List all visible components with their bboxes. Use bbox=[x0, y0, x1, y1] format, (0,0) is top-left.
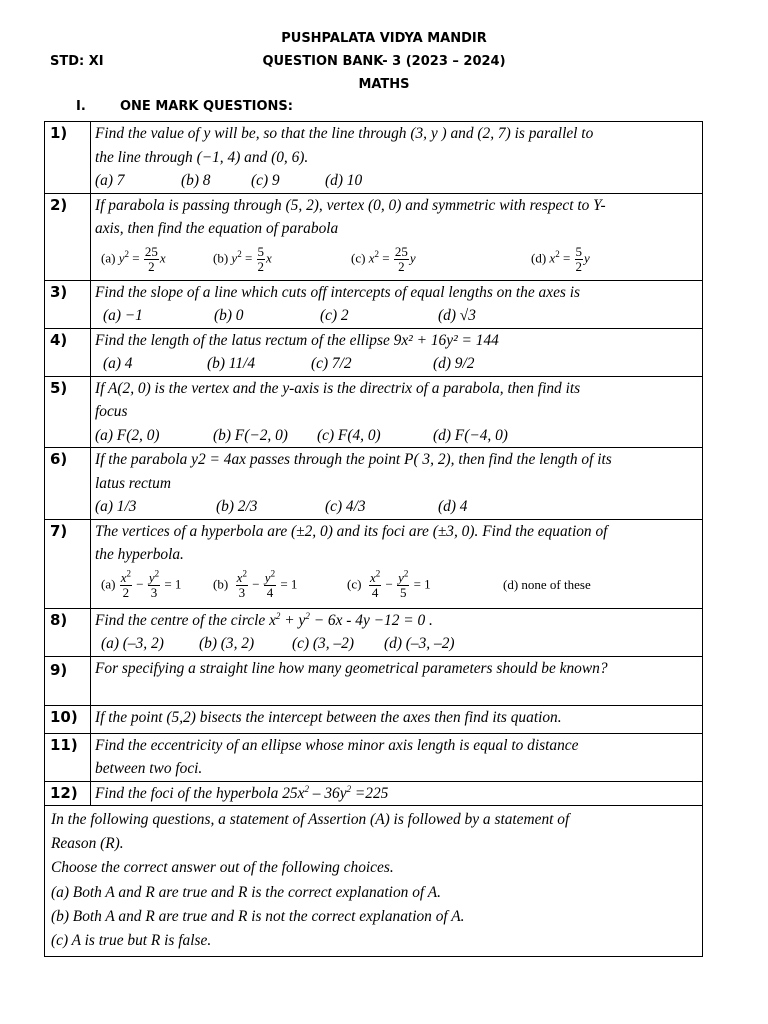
option-c: (c) 9 bbox=[251, 172, 280, 189]
assertion-reason-instructions bbox=[45, 806, 703, 957]
question-number: 7) bbox=[45, 519, 91, 608]
question-line: For specifying a straight line how many geometrical parameters should be known? bbox=[95, 659, 608, 677]
question-bank-title: QUESTION BANK- 3 (2023 – 2024) bbox=[262, 54, 506, 69]
options bbox=[95, 495, 698, 519]
question-line: latus rectum bbox=[95, 474, 171, 492]
question-number: 1) bbox=[45, 122, 91, 194]
question-line: Find the value of y will be, so that the line through (3, y ) and (2, 7) is parallel to bbox=[95, 125, 594, 142]
question-number: 10) bbox=[45, 705, 91, 733]
question-line: The vertices of a hyperbola are (±2, 0) and its foci are (±3, 0). Find the equation of bbox=[95, 522, 608, 540]
questions-table bbox=[44, 121, 703, 957]
option-d: (d) 4 bbox=[438, 498, 468, 515]
question-line: between two foci. bbox=[95, 760, 203, 777]
option-c: (c) 4/3 bbox=[325, 498, 366, 515]
question-number: 6) bbox=[45, 448, 91, 520]
options bbox=[95, 352, 698, 376]
question-row bbox=[45, 781, 703, 806]
question-row bbox=[45, 193, 703, 280]
question-text bbox=[91, 280, 703, 328]
instruction-line: In the following questions, a statement of Assertion (A) is followed by a statement of bbox=[51, 811, 570, 828]
options bbox=[95, 632, 698, 656]
choice-a: (a) Both A and R are true and R is the correct explanation of A. bbox=[51, 883, 441, 901]
question-row bbox=[45, 376, 703, 448]
option-a: (a) (–3, 2) bbox=[101, 635, 164, 652]
option-a: (a) F(2, 0) bbox=[95, 426, 160, 444]
question-line: axis, then find the equation of parabola bbox=[95, 220, 339, 237]
question-number: 9) bbox=[45, 656, 91, 705]
question-line: focus bbox=[95, 403, 128, 420]
question-row bbox=[45, 328, 703, 376]
question-text bbox=[91, 656, 703, 705]
question-text bbox=[91, 608, 703, 656]
question-number: 11) bbox=[45, 733, 91, 781]
question-number: 12) bbox=[45, 781, 91, 806]
option-d: (d) $x^2$ = $\frac{5}{2}$ y bbox=[531, 243, 590, 274]
option-b: (b) 0 bbox=[214, 307, 244, 324]
option-b: (b) (3, 2) bbox=[199, 635, 255, 652]
question-number: 5) bbox=[45, 376, 91, 448]
question-row bbox=[45, 656, 703, 705]
school-name: PUSHPALATA VIDYA MANDIR bbox=[281, 31, 487, 46]
option-a: (a) −1 bbox=[103, 307, 143, 324]
option-c: (c) 7/2 bbox=[311, 355, 352, 372]
option-b: (b) 2/3 bbox=[216, 498, 258, 515]
question-line: If the point (5,2) bisects the intercept between the axes then find its quation. bbox=[95, 708, 562, 726]
option-b: (b) $y^2$ = $\frac{5}{2}$ x bbox=[213, 243, 272, 274]
question-text bbox=[91, 781, 703, 806]
question-line: Find the foci of the hyperbola $25x^2 - 36y^2 =225$ bbox=[95, 783, 389, 802]
subject-title: MATHS bbox=[358, 77, 410, 92]
question-number: 2) bbox=[45, 193, 91, 280]
options bbox=[95, 304, 698, 328]
question-row bbox=[45, 122, 703, 194]
assertion-reason-row bbox=[45, 806, 703, 957]
question-number: 3) bbox=[45, 280, 91, 328]
question-text bbox=[91, 448, 703, 520]
question-line: If parabola is passing through (5, 2), vertex (0, 0) and symmetric with respect to Y- bbox=[95, 196, 606, 214]
question-line: Find the centre of the circle $x^2 + y^2 - 6x - 4y -12 = 0$ . bbox=[95, 610, 433, 629]
question-text bbox=[91, 733, 703, 781]
question-line: the hyperbola. bbox=[95, 546, 184, 563]
option-a: (a) 1/3 bbox=[95, 498, 137, 515]
question-number: 8) bbox=[45, 608, 91, 656]
option-c: (c) 2 bbox=[320, 307, 349, 324]
question-text bbox=[91, 193, 703, 280]
option-a: (a) $y^2$ = $\frac{25}{2}$ x bbox=[101, 243, 166, 274]
option-a: (a) $\frac{x^2}{2}$ − $\frac{y^2}{3}$ = 1 bbox=[101, 568, 182, 600]
option-d: (d) none of these bbox=[503, 577, 591, 593]
question-text bbox=[91, 376, 703, 448]
std-label: STD: XI bbox=[50, 54, 104, 69]
choice-b: (b) Both A and R are true and R is not the correct explanation of A. bbox=[51, 907, 465, 925]
formula-options bbox=[95, 241, 698, 280]
question-row bbox=[45, 733, 703, 781]
instruction-line: Choose the correct answer out of the following choices. bbox=[51, 859, 394, 877]
question-row bbox=[45, 608, 703, 656]
option-a: (a) 4 bbox=[103, 355, 133, 372]
question-row bbox=[45, 519, 703, 608]
question-line: If A(2, 0) is the vertex and the y-axis is the directrix of a parabola, then find its bbox=[95, 379, 581, 397]
option-d: (d) 9/2 bbox=[433, 355, 475, 372]
option-b: (b) $\frac{x^2}{3}$ − $\frac{y^2}{4}$ = 1 bbox=[213, 568, 298, 600]
question-line: If the parabola y2 = 4ax passes through the point P( 3, 2), then find the length of its bbox=[95, 451, 612, 468]
option-d: (d) (–3, –2) bbox=[384, 635, 455, 652]
option-b: (b) 11/4 bbox=[207, 355, 256, 372]
option-c: (c) F(4, 0) bbox=[317, 426, 381, 444]
question-text bbox=[91, 122, 703, 194]
question-row bbox=[45, 280, 703, 328]
option-d: (d) 10 bbox=[325, 172, 363, 189]
question-text bbox=[91, 519, 703, 608]
option-c: (c) $x^2$ = $\frac{25}{2}$ y bbox=[351, 243, 416, 274]
option-b: (b) 8 bbox=[181, 172, 211, 189]
option-b: (b) F(−2, 0) bbox=[213, 426, 288, 444]
question-line: Find the length of the latus rectum of the ellipse 9x² + 16y² = 144 bbox=[95, 331, 499, 349]
choice-c: (c) A is true but R is false. bbox=[51, 932, 212, 950]
option-c: (c) $\frac{x^2}{4}$ − $\frac{y^2}{5}$ = 1 bbox=[347, 568, 431, 600]
question-row bbox=[45, 705, 703, 733]
question-line: Find the slope of a line which cuts off intercepts of equal lengths on the axes is bbox=[95, 283, 581, 301]
question-text bbox=[91, 328, 703, 376]
section-number: I. bbox=[76, 99, 86, 114]
instruction-line: Reason (R). bbox=[51, 835, 124, 853]
question-line: Find the eccentricity of an ellipse whose minor axis length is equal to distance bbox=[95, 736, 579, 754]
section-title: ONE MARK QUESTIONS: bbox=[120, 99, 293, 114]
option-a: (a) 7 bbox=[95, 172, 125, 189]
question-text bbox=[91, 705, 703, 733]
option-d: (d) √3 bbox=[438, 307, 476, 324]
formula-options bbox=[95, 567, 698, 608]
question-line: the line through (−1, 4) and (0, 6). bbox=[95, 148, 309, 166]
question-row bbox=[45, 448, 703, 520]
question-number: 4) bbox=[45, 328, 91, 376]
option-c: (c) (3, –2) bbox=[292, 635, 354, 652]
options bbox=[95, 424, 698, 448]
option-d: (d) F(−4, 0) bbox=[433, 426, 508, 444]
options bbox=[95, 169, 698, 193]
